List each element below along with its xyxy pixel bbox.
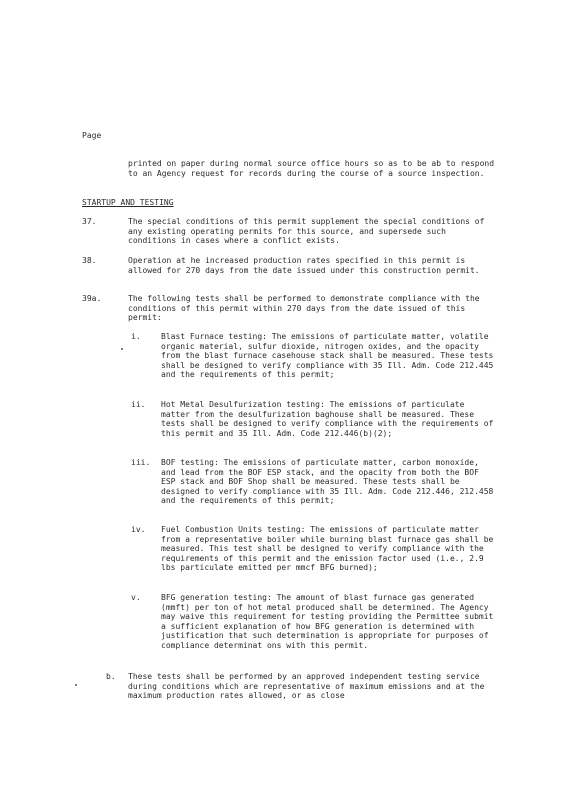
item-number: 38. — [82, 256, 97, 265]
item-number: 39a. — [82, 294, 102, 303]
scan-speck — [75, 684, 77, 686]
scan-speck — [121, 348, 123, 350]
subitem-text: Blast Furnace testing: The emissions of particulate matter, volatile organic material, sulfur dioxide, nitrogen oxides, and the opacity from the blast furnace casehouse stack shall be measured. These tests shall be designed to verify compliance with 35 Ill. Adm. Code 212.445 and the requirements of this permit; — [161, 332, 494, 380]
item-text: The special conditions of this permit supplement the special conditions of any existing operating permits for this source, and supersede such conditions in cases where a conflict exists. — [128, 217, 485, 246]
subitem-text: BOF testing: The emissions of particulate matter, carbon monoxide, and lead from the BOF ESP stack, and the opacity from both the BOF ESP stack and BOF Shop shall be measured. These tests shall be designed to verify compliance with 35 Ill. Adm. Code 212.446, 212.458 and the requirements of this permit; — [161, 458, 494, 506]
continuation-paragraph: printed on paper during normal source office hours so as to be ab to respond to an Agency request for records during the course of a source inspection. — [128, 159, 495, 178]
subitem-number: ii. — [131, 400, 146, 409]
item-text: These tests shall be performed by an approved independent testing service during conditions which are representative of maximum emissions and at the maximum production rates allowed, or as close — [128, 672, 485, 701]
subitem-text: BFG generation testing: The amount of blast furnace gas generated (mmft) per ton of hot metal produced shall be determined. The Agency may waive this requirement for testing providing the Permittee submit a sufficient explanation of how BFG generation is determined with justification that such determination is appropriate for purposes of compliance determinat ons with this permit. — [161, 593, 494, 650]
subitem-number: iii. — [131, 458, 151, 467]
item-text: Operation at he increased production rates specified in this permit is allowed for 270 days from the date issued under this construction permit. — [128, 256, 480, 275]
subitem-text: Fuel Combustion Units testing: The emissions of particulate matter from a representative boiler while burning blast furnace gas shall be measured. This test shall be designed to verify compliance with the requirements of this permit and the emission factor used (i.e., 2.9 lbs particulate emitted per mmcf BFG burned); — [161, 525, 494, 573]
page-label: Page — [82, 131, 102, 140]
subitem-text: Hot Metal Desulfurization testing: The emissions of particulate matter from the desulfurization baghouse shall be measured. These tests shall be designed to verify compliance with the requirements of this permit and 35 Ill. Adm. Code 212.446(b)(2); — [161, 400, 494, 438]
section-heading: STARTUP AND TESTING — [82, 198, 174, 207]
subitem-number: i. — [131, 332, 141, 341]
subitem-number: iv. — [131, 525, 146, 534]
item-text: The following tests shall be performed to demonstrate compliance with the conditions of this permit within 270 days from the date issued of this permit: — [128, 294, 480, 323]
item-number: 37. — [82, 217, 97, 226]
subitem-number: v. — [131, 593, 141, 602]
item-number: b. — [106, 672, 116, 681]
